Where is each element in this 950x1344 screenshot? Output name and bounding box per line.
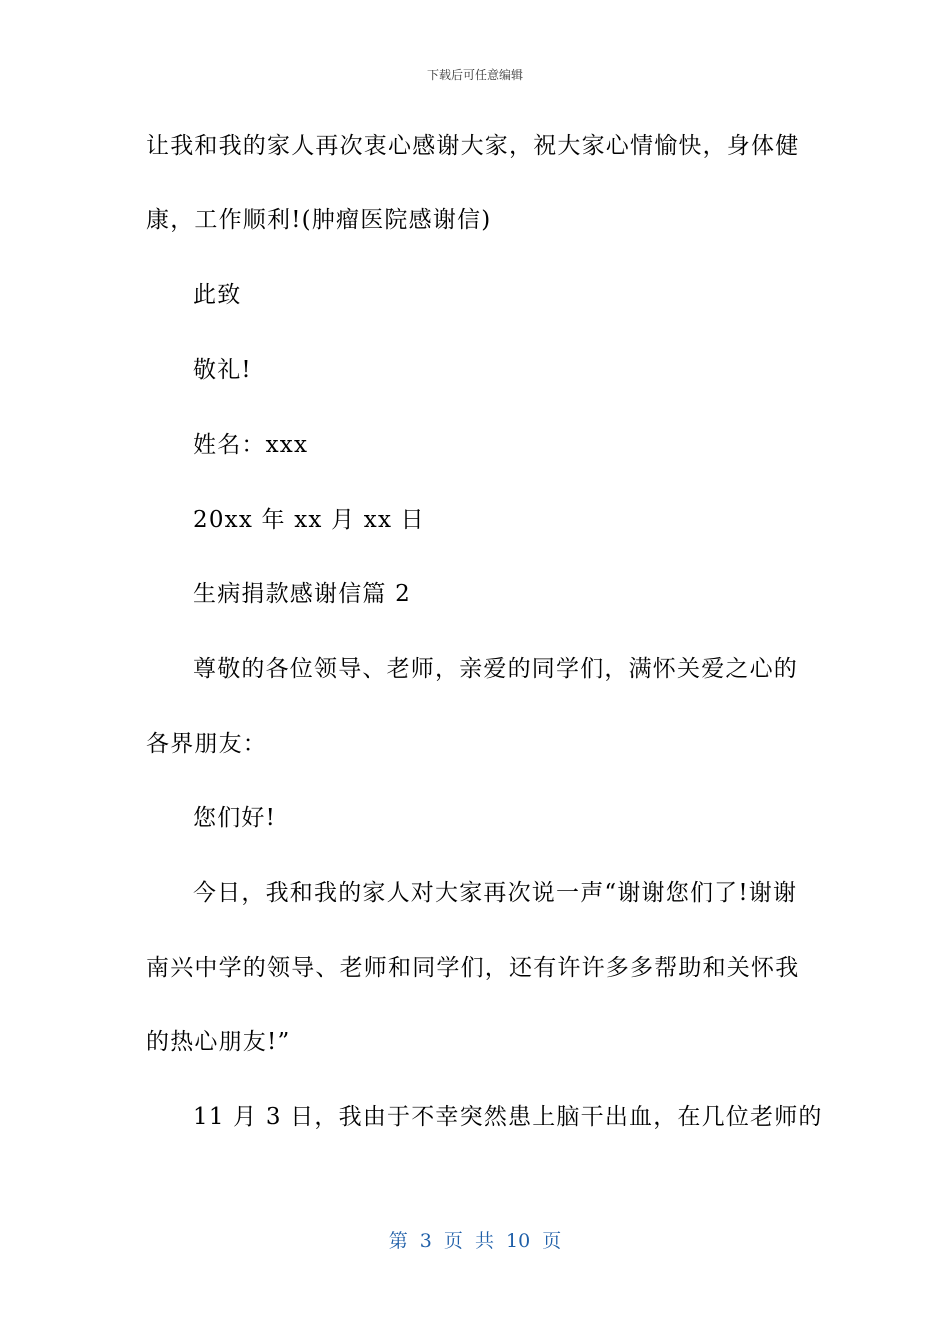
section-title: 生病捐款感谢信篇 2: [193, 581, 411, 607]
signature-name: 姓名：xxx: [193, 432, 309, 458]
greeting-line-1: 尊敬的各位领导、老师，亲爱的同学们，满怀关爱之心的: [193, 656, 798, 682]
body-line-6: 11 月 3 日，我由于不幸突然患上脑干出血，在几位老师的: [193, 1104, 823, 1130]
page-footer: 第 3 页 共 10 页: [388, 1230, 562, 1252]
body-line-2: 康，工作顺利!(肿瘤医院感谢信): [146, 207, 492, 233]
body-line-5: 的热心朋友!”: [146, 1029, 291, 1055]
hello-line: 您们好!: [193, 805, 277, 831]
body-line-3: 今日，我和我的家人对大家再次说一声“谢谢您们了!谢谢: [193, 880, 798, 906]
closing-regards: 敬礼!: [193, 357, 252, 383]
body-line-1: 让我和我的家人再次衷心感谢大家，祝大家心情愉快，身体健: [146, 133, 800, 159]
body-line-4: 南兴中学的领导、老师和同学们，还有许许多多帮助和关怀我: [146, 955, 800, 981]
signature-date: 20xx 年 xx 月 xx 日: [193, 507, 425, 533]
header-note: 下载后可任意编辑: [426, 68, 523, 82]
closing-salutation: 此致: [193, 282, 242, 308]
greeting-line-2: 各界朋友：: [146, 731, 267, 757]
